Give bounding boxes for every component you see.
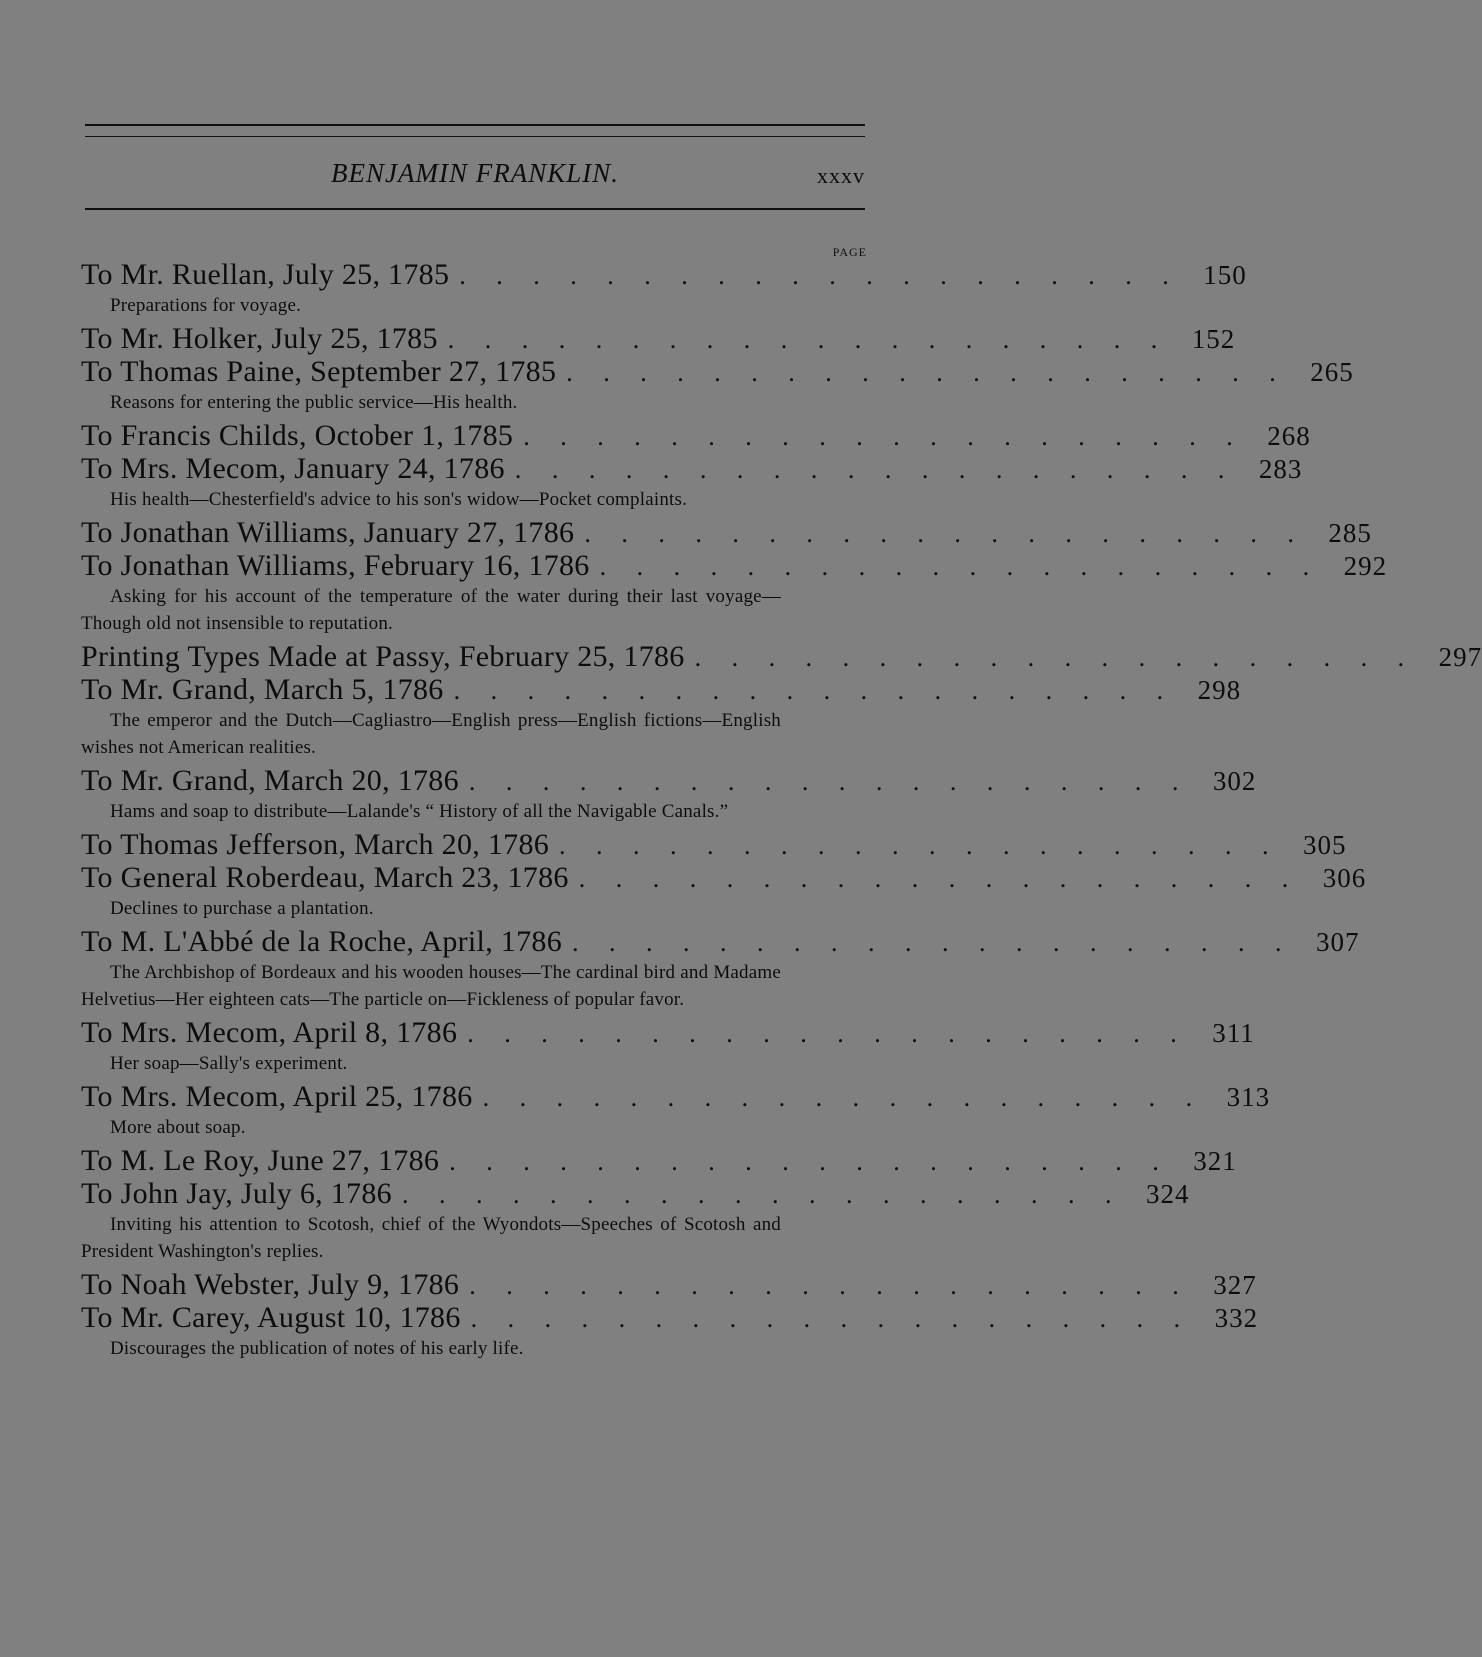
toc-entry-summary: Declines to purchase a plantation. xyxy=(110,898,374,919)
toc-entry-page: 297 xyxy=(1438,642,1482,672)
leader-dots: . . . . . . . . . . . . . . . . . . . . xyxy=(599,552,1322,581)
toc-entry xyxy=(81,1080,1271,1141)
toc-entry xyxy=(81,452,1303,513)
toc-entry-summary: Discourages the publication of notes of his early life. xyxy=(110,1338,524,1359)
toc-entry-title: To M. Le Roy, June 27, 1786 xyxy=(81,1144,440,1177)
toc-entry-page: 268 xyxy=(1267,421,1311,451)
toc-entry-title: To Mrs. Mecom, January 24, 1786 xyxy=(81,452,505,485)
toc-entry-line xyxy=(81,419,1311,452)
page-column-label: PAGE xyxy=(832,245,867,259)
toc-entry-line xyxy=(81,355,1354,388)
toc-entry-line xyxy=(81,1016,1255,1049)
toc-entry-title: To Jonathan Williams, January 27, 1786 xyxy=(81,516,575,549)
toc-entry-summary: Asking for his account of the temperature of the water during their last voyage—Though old not insensible to reputation. xyxy=(81,586,781,634)
leader-dots: . . . . . . . . . . . . . . . . . . . . xyxy=(514,455,1237,484)
leader-dots: . . . . . . . . . . . . . . . . . . . . xyxy=(468,767,1191,796)
toc-entry-title: To Mrs. Mecom, April 25, 1786 xyxy=(81,1080,473,1113)
toc-entry xyxy=(81,1301,1259,1362)
toc-entry-line xyxy=(81,258,1247,291)
toc-entry xyxy=(81,1268,1257,1301)
toc-entry xyxy=(81,673,1242,761)
toc-entry xyxy=(81,1016,1255,1077)
toc-entry xyxy=(81,828,1347,861)
toc-entry-line xyxy=(81,1177,1190,1210)
toc-entry-page: 305 xyxy=(1303,830,1347,860)
toc-entry-summary: Hams and soap to distribute—Lalande's “ History of all the Navigable Canals.” xyxy=(110,801,729,822)
toc-entry xyxy=(81,925,1360,1013)
toc-entry-line xyxy=(81,1080,1271,1113)
toc-entry xyxy=(81,1177,1190,1265)
toc-entry-page: 306 xyxy=(1322,863,1367,893)
toc-entry-summary: His health—Chesterfield's advice to his son's widow—Pocket complaints. xyxy=(110,489,688,510)
toc-entry-summary: Preparations for voyage. xyxy=(110,295,302,316)
header-rule-bottom xyxy=(85,208,865,210)
toc-entry xyxy=(81,549,1388,637)
toc-entry-page: 150 xyxy=(1203,260,1247,290)
toc-entry-page: 285 xyxy=(1328,518,1372,548)
toc-entry xyxy=(81,516,1372,549)
toc-entry xyxy=(81,419,1311,452)
toc-entry-summary: Reasons for entering the public service—His health. xyxy=(110,392,518,413)
running-title: BENJAMIN FRANKLIN. xyxy=(331,158,619,188)
toc-entry-title: To General Roberdeau, March 23, 1786 xyxy=(81,861,569,894)
leader-dots: . . . . . . . . . . . . . . . . . . . . xyxy=(482,1083,1205,1112)
leader-dots: . . . . . . . . . . . . . . . . . . . . xyxy=(469,1271,1191,1300)
table-of-contents xyxy=(81,258,1482,1365)
toc-entry-title: To Jonathan Williams, February 16, 1786 xyxy=(81,549,590,582)
toc-entry-summary: The Archbishop of Bordeaux and his wooden houses—The cardinal bird and Madame Helvetius—Her eighteen cats—The particle on—Fickleness of popular favor. xyxy=(81,962,781,1010)
toc-entry-title: To Thomas Jefferson, March 20, 1786 xyxy=(81,828,550,861)
leader-dots: . . . . . . . . . . . . . . . . . . . . xyxy=(694,643,1417,672)
toc-entry xyxy=(81,861,1367,922)
toc-entry-line xyxy=(81,1301,1259,1334)
toc-entry-line xyxy=(81,1268,1257,1301)
toc-entry-title: To Mrs. Mecom, April 8, 1786 xyxy=(81,1016,458,1049)
toc-entry-page: 152 xyxy=(1191,324,1236,354)
leader-dots: . . . . . . . . . . . . . . . . . . . . xyxy=(559,831,1281,860)
leader-dots: . . . . . . . . . . . . . . . . . . . . xyxy=(523,422,1245,451)
toc-entry-page: 327 xyxy=(1213,1270,1257,1300)
toc-entry-line xyxy=(81,925,1360,958)
toc-entry-line xyxy=(81,764,1257,797)
leader-dots: . . . . . . . . . . . . . . . . . . . . xyxy=(467,1019,1189,1048)
toc-entry-line xyxy=(81,861,1367,894)
toc-entry-title: To Mr. Carey, August 10, 1786 xyxy=(81,1301,461,1334)
header-rule-second xyxy=(85,136,865,137)
leader-dots: . . . . . . . . . . . . . . . . . . . . xyxy=(470,1304,1193,1333)
toc-entry xyxy=(81,1144,1237,1177)
toc-entry-page: 292 xyxy=(1343,551,1388,581)
toc-entry-line xyxy=(81,516,1372,549)
leader-dots: . . . . . . . . . . . . . . . . . . . . xyxy=(401,1180,1124,1209)
toc-entry-line xyxy=(81,452,1303,485)
toc-entry xyxy=(81,355,1354,416)
leader-dots: . . . . . . . . . . . . . . . . . . . . xyxy=(447,325,1170,354)
toc-entry-page: 313 xyxy=(1226,1082,1271,1112)
toc-entry-line xyxy=(81,322,1236,355)
toc-entry-line xyxy=(81,828,1347,861)
page-number: xxxv xyxy=(817,163,865,188)
toc-entry-line xyxy=(81,673,1242,706)
toc-entry-title: To Mr. Grand, March 5, 1786 xyxy=(81,673,444,706)
toc-entry-title: To Mr. Ruellan, July 25, 1785 xyxy=(81,258,450,291)
toc-entry-line xyxy=(81,549,1388,582)
toc-entry-summary: Her soap—Sally's experiment. xyxy=(110,1053,348,1074)
toc-entry-page: 265 xyxy=(1310,357,1354,387)
toc-entry-title: To Thomas Paine, September 27, 1785 xyxy=(81,355,557,388)
toc-entry-title: To John Jay, July 6, 1786 xyxy=(81,1177,392,1210)
toc-entry-summary: The emperor and the Dutch—Cagliastro—English press—English fictions—English wishes not American realities. xyxy=(81,710,781,758)
toc-entry-title: To Mr. Holker, July 25, 1785 xyxy=(81,322,438,355)
toc-entry-line xyxy=(81,1144,1237,1177)
toc-entry-page: 332 xyxy=(1214,1303,1259,1333)
toc-entry-line xyxy=(81,640,1482,673)
toc-entry-page: 283 xyxy=(1258,454,1303,484)
leader-dots: . . . . . . . . . . . . . . . . . . . . xyxy=(584,519,1306,548)
leader-dots: . . . . . . . . . . . . . . . . . . . . xyxy=(572,928,1294,957)
toc-entry-page: 321 xyxy=(1193,1146,1237,1176)
toc-entry-title: To Noah Webster, July 9, 1786 xyxy=(81,1268,460,1301)
toc-entry-page: 302 xyxy=(1212,766,1257,796)
toc-entry-page: 307 xyxy=(1316,927,1360,957)
leader-dots: . . . . . . . . . . . . . . . . . . . . xyxy=(566,358,1288,387)
header-rule-top xyxy=(85,124,865,126)
toc-entry-page: 298 xyxy=(1197,675,1242,705)
toc-entry xyxy=(81,258,1247,319)
leader-dots: . . . . . . . . . . . . . . . . . . . . xyxy=(578,864,1301,893)
toc-entry-title: To Francis Childs, October 1, 1785 xyxy=(81,419,514,452)
toc-entry xyxy=(81,764,1257,825)
toc-entry-page: 324 xyxy=(1145,1179,1190,1209)
leader-dots: . . . . . . . . . . . . . . . . . . . . xyxy=(449,1147,1171,1176)
toc-entry-title: To M. L'Abbé de la Roche, April, 1786 xyxy=(81,925,562,958)
toc-entry-title: Printing Types Made at Passy, February 25, 1786 xyxy=(81,640,685,673)
toc-entry-title: To Mr. Grand, March 20, 1786 xyxy=(81,764,459,797)
toc-entry-summary: More about soap. xyxy=(110,1117,246,1138)
toc-entry-summary: Inviting his attention to Scotosh, chief of the Wyondots—Speeches of Scotosh and President Washington's replies. xyxy=(81,1214,781,1262)
toc-entry-page: 311 xyxy=(1212,1018,1255,1048)
toc-entry xyxy=(81,322,1236,355)
leader-dots: . . . . . . . . . . . . . . . . . . . . xyxy=(453,676,1176,705)
toc-entry xyxy=(81,640,1482,673)
leader-dots: . . . . . . . . . . . . . . . . . . . . xyxy=(459,261,1181,290)
